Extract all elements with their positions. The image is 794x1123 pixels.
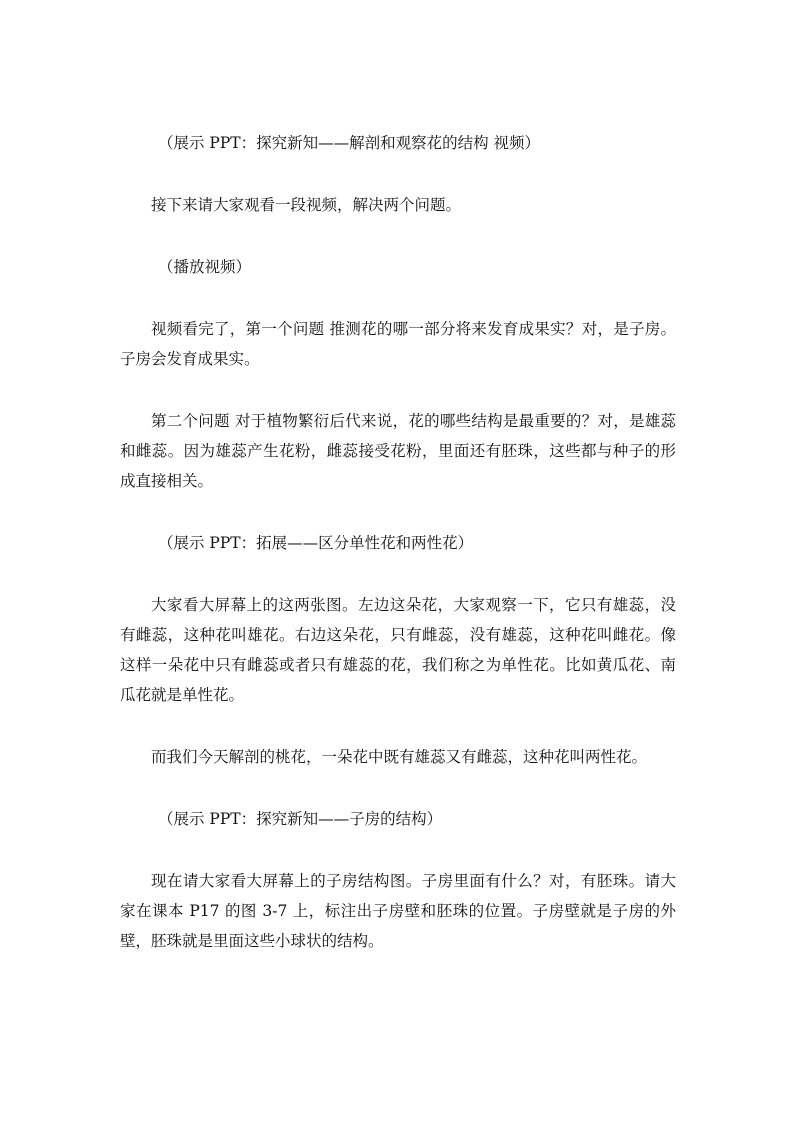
stage-direction-ppt-ovary: （展示 PPT：探究新知——子房的结构） xyxy=(158,810,443,828)
paragraph-unisexual-flowers: 大家看大屏幕上的这两张图。左边这朵花，大家观察一下，它只有雄蕊，没有雌蕊，这种花叫雄花。右边这朵花，只有雌蕊，没有雄蕊，这种花叫雌花。像这样一朵花中只有雌蕊或者只有雄蕊的花，我们称之为单性花。比如黄瓜花、南瓜花就是单性花。 xyxy=(120,596,676,704)
stage-direction-ppt-extension: （展示 PPT：拓展——区分单性花和两性花） xyxy=(158,534,474,552)
paragraph-gap xyxy=(120,158,676,190)
stage-direction-play-video: （播放视频） xyxy=(158,258,252,276)
paragraph-gap xyxy=(120,558,676,590)
stage-direction-ppt-structure: （展示 PPT：探究新知——解剖和观察花的结构 视频） xyxy=(158,134,541,152)
paragraph-bisexual-flowers: 而我们今天解剖的桃花，一朵花中既有雄蕊又有雌蕊，这种花叫两性花。 xyxy=(151,748,648,766)
paragraph-gap xyxy=(120,834,676,866)
paragraph-question-one: 视频看完了，第一个问题 推测花的哪一部分将来发育成果实？对，是子房。子房会发育成果实。 xyxy=(120,320,676,368)
paragraph-gap xyxy=(120,772,676,804)
document-body xyxy=(120,128,676,956)
paragraph-gap xyxy=(120,282,676,314)
paragraph-gap xyxy=(120,220,676,252)
paragraph-question-two: 第二个问题 对于植物繁衍后代来说，花的哪些结构是最重要的？对，是雄蕊和雌蕊。因为雄蕊产生花粉，雌蕊接受花粉，里面还有胚珠，这些都与种子的形成直接相关。 xyxy=(120,412,676,490)
paragraph-gap xyxy=(120,710,676,742)
paragraph-ovary-structure: 现在请大家看大屏幕上的子房结构图。子房里面有什么？对，有胚珠。请大家在课本 P17 的图 3-7 上，标注出子房壁和胚珠的位置。子房壁就是子房的外壁，胚珠就是里面这些小球状的结构。 xyxy=(120,872,676,950)
paragraph-intro-video: 接下来请大家观看一段视频，解决两个问题。 xyxy=(151,196,462,214)
paragraph-gap xyxy=(120,496,676,528)
paragraph-gap xyxy=(120,374,676,406)
